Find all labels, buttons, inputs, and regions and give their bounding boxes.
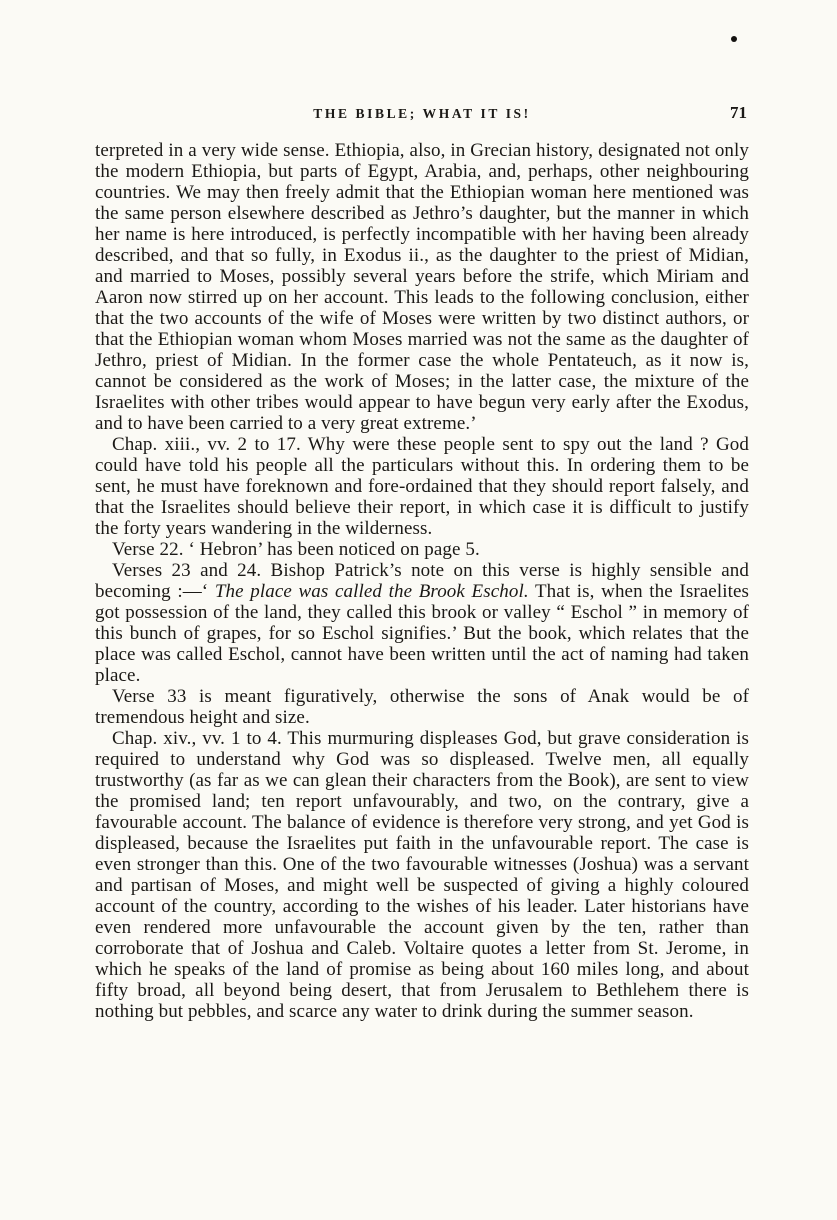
text-segment: Chap. xiii., vv. 2 to 17. Why were these people sent to spy out the land ? God could have told his people all the particulars without this. In ordering them to be sent, he must have foreknown and fore-ordained that they should report falsely, and that the Israelites should believe their report, in which case it is difficult to justify the forty years wandering in the wilderness. <box>95 434 749 539</box>
paragraph <box>95 686 749 728</box>
page-header <box>95 103 749 128</box>
paragraph <box>95 434 749 539</box>
text-segment: That is, when the Israelites got possession of the land, they called this brook or valley “ Eschol ” in memory of this bunch of grapes, for so Eschol signifies.’ But the book, which relates that the place was called Eschol, cannot have been written until the act of naming had taken place. <box>95 581 749 686</box>
text-segment: Verse 33 is meant figuratively, otherwise the sons of Anak would be of tremendous height and size. <box>95 686 749 728</box>
paragraph <box>95 560 749 686</box>
text-segment: terpreted in a very wide sense. Ethiopia, also, in Grecian history, designated not only the modern Ethiopia, but parts of Egypt, Arabia, and, perhaps, other neighbouring countries. We may then freely admit that the Ethiopian woman here mentioned was the same person elsewhere described as Jethro’s daughter, but the manner in which her name is here introduced, is perfectly incompatible with her having been already described, and that so fully, in Exodus ii., as the daughter to the priest of Midian, and married to Moses, possibly several years before the strife, which Miriam and Aaron now stirred up on her account. This leads to the following conclusion, either that the two accounts of the wife of Moses were written by two distinct authors, or that the Ethiopian woman whom Moses married was not the same as the daughter of Jethro, priest of Midian. In the former case the whole Pentateuch, as it now is, cannot be considered as the work of Moses; in the latter case, the mixture of the Israelites with other tribes would appear to have begun very early after the Exodus, and to have been carried to a very great extreme.’ <box>95 140 749 434</box>
paragraph <box>95 140 749 434</box>
page-number: 71 <box>730 103 747 122</box>
italic-text: The place was called the Brook Eschol. <box>214 581 529 602</box>
text-segment: Verses 23 and 24. Bishop Patrick’s note on this verse is highly sensible and becoming :—‘ <box>95 560 749 602</box>
running-header-title: THE BIBLE; WHAT IT IS! <box>313 106 531 121</box>
paragraph <box>95 728 749 1022</box>
text-segment: Chap. xiv., vv. 1 to 4. This murmuring displeases God, but grave consideration is required to understand why God was so displeased. Twelve men, all equally trustworthy (as far as we can glean their characters from the Book), are sent to view the promised land; ten report unfavourably, and two, on the contrary, give a favourable account. The balance of evidence is therefore very strong, and yet God is displeased, because the Israelites put faith in the unfavourable report. The case is even stronger than this. One of the two favourable witnesses (Joshua) was a servant and partisan of Moses, and might well be suspected of giving a highly coloured account of the country, according to the wishes of his leader. Later historians have even rendered more unfavourable the account given by the ten, rather than corroborate that of Joshua and Caleb. Voltaire quotes a letter from St. Jerome, in which he speaks of the land of promise as being about 160 miles long, and about fifty broad, all beyond being desert, that from Jerusalem to Bethlehem there is nothing but pebbles, and scarce any water to drink during the summer season. <box>95 728 749 1022</box>
paragraph <box>95 539 749 560</box>
ink-speck <box>731 36 737 42</box>
text-segment: Verse 22. ‘ Hebron’ has been noticed on page 5. <box>112 539 480 560</box>
text-body <box>95 140 749 1022</box>
